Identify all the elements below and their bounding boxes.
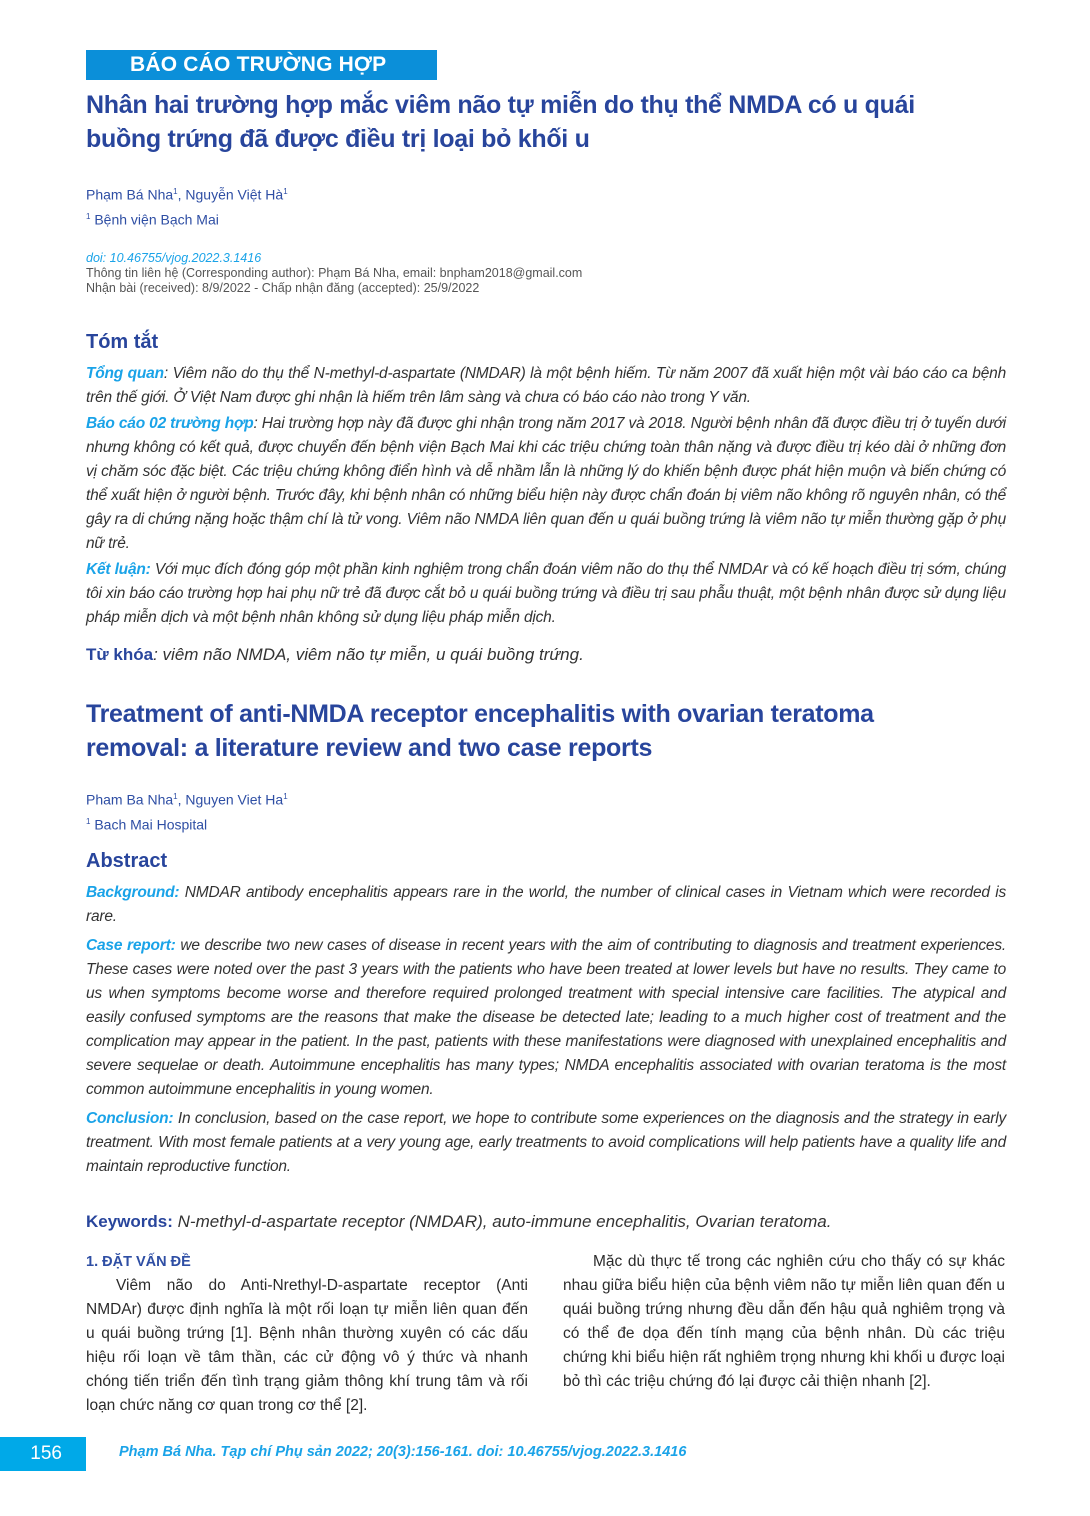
- author-name: Nguyen Viet Ha: [185, 791, 284, 808]
- abstract-label: Case report:: [86, 937, 176, 954]
- vi-title-line1: Nhân hai trường hợp mắc viêm não tự miễn do thụ thể NMDA có u quái: [86, 91, 915, 119]
- abstract-label: Background:: [86, 884, 180, 901]
- body-column-left: Viêm não do Anti-Nrethyl-D-aspartate receptor (Anti NMDAr) được định nghĩa là một rối loạn tự miễn liên quan đến u quái buồng trứng [1]. Bệnh nhân thường xuyên có các dấu hiệu rối loạn về tâm thần, các cử động vô ý thức và nhanh chóng tiến triển đến tình trạng giảm thông khí trung tâm và rối loạn chức năng cơ quan trong cơ thể [2].: [86, 1277, 528, 1414]
- author-name: Pham Ba Nha: [86, 791, 174, 808]
- doi-link[interactable]: doi: 10.46755/vjog.2022.3.1416: [86, 251, 262, 265]
- page-number: 156: [0, 1437, 86, 1471]
- contact-info: Thông tin liên hệ (Corresponding author): Phạm Bá Nha, email: bnpham2018@gmail.com: [86, 266, 583, 280]
- affiliation-sup: 1: [86, 816, 91, 826]
- en-abstract-conclusion: [86, 1107, 1006, 1179]
- author-sup: 1: [173, 792, 178, 801]
- vi-abstract-overview: [86, 362, 1006, 410]
- en-title-line1: Treatment of anti-NMDA receptor encephalitis with ovarian teratoma: [86, 700, 874, 728]
- en-abstract: [86, 881, 1006, 1179]
- abstract-text: Viêm não do thụ thể N-methyl-d-aspartate (NMDAR) là một bệnh hiếm. Từ năm 2007 đã xuất hiện một vài báo cáo ca bệnh trên thế giới. Ở Việt Nam được ghi nhận là hiếm trên lâm sàng và chưa có báo cáo nào trong Y văn.: [86, 365, 1006, 406]
- en-abstract-background: [86, 881, 1006, 929]
- section-heading: 1. ĐẶT VẤN ĐỀ: [86, 1254, 191, 1270]
- author-sup: 1: [173, 187, 178, 196]
- en-abstract-heading: Abstract: [86, 850, 168, 872]
- vi-abstract-conclusion: [86, 558, 1006, 630]
- separator: :: [253, 415, 262, 432]
- vi-title: [86, 88, 1016, 156]
- abstract-label: Tổng quan: [86, 365, 164, 382]
- body-column-right: Mặc dù thực tế trong các nghiên cứu cho thấy có sự khác nhau giữa biểu hiện của bệnh viêm não tự miễn liên quan đến u quái buồng trứng nhưng đều dẫn đến hậu quả nghiêm trọng và có thể đe dọa đến tính mạng của bệnh nhân. Dù các triệu chứng khi biểu hiện rất nghiêm trọng nhưng khi khối u được loại bỏ thì các triệu chứng đó lại được cải thiện nhanh [2].: [563, 1253, 1005, 1390]
- en-title-line2: removal: a literature review and two case reports: [86, 734, 653, 762]
- abstract-text: Với mục đích đóng góp một phần kinh nghiệm trong chẩn đoán viêm não do thụ thể NMDAr và có kế hoạch điều trị sớm, chúng tôi xin báo cáo trường hợp hai phụ nữ trẻ đã được cắt bỏ u quái buồng trứng và điều trị sau phẫu thuật, một bệnh nhân được sử dụng liệu pháp miễn dịch và một bệnh nhân không sử dụng liệu pháp miễn dịch.: [86, 561, 1006, 626]
- en-keywords: [86, 1210, 1006, 1234]
- vi-title-line2: buồng trứng đã được điều trị loại bỏ khối u: [86, 125, 590, 153]
- keywords-label: Keywords:: [86, 1212, 173, 1231]
- abstract-text: In conclusion, based on the case report, we hope to contribute some experiences on the diagnosis and the strategy in early treatment. With most female patients at a very young age, early treatments to avoid complications will help patients have a quality life and maintain reproductive function.: [86, 1110, 1006, 1175]
- vi-abstract: [86, 362, 1006, 630]
- en-title: [86, 697, 1016, 765]
- vi-abstract-heading: Tóm tắt: [86, 331, 159, 353]
- abstract-label: Báo cáo 02 trường hợp: [86, 415, 254, 432]
- abstract-label: Kết luận:: [86, 561, 151, 578]
- affiliation-sup: 1: [86, 211, 91, 221]
- author-sup: 1: [283, 792, 288, 801]
- en-abstract-case-report: [86, 934, 1006, 1102]
- abstract-text: Hai trường hợp này đã được ghi nhận trong năm 2017 và 2018. Người bệnh nhân đã được điều trị ở tuyến dưới nhưng không có kết quả, được chuyển đến bệnh viện Bạch Mai khi các triệu chứng toàn thân nặng và được điều trị kéo dài ở những đơn vị chăm sóc đặc biệt. Các triệu chứng không điển hình và dễ nhầm lẫn là những lý do khiến bệnh được phát hiện muộn và biến chứng có thể xuất hiện ở người bệnh. Trước đây, khi bệnh nhân có những biểu hiện này được chẩn đoán bị viêm não không rõ nguyên nhân, có thể gây ra di chứng nặng hoặc thậm chí là tử vong. Viêm não NMDA liên quan đến u quái buồng trứng là viêm não tự miễn thường gặp ở phụ nữ trẻ.: [86, 415, 1006, 552]
- keywords-text: N-methyl-d-aspartate receptor (NMDAR), auto-immune encephalitis, Ovarian teratoma.: [172, 1212, 832, 1231]
- author-name: Phạm Bá Nha: [86, 186, 174, 203]
- section-banner: BÁO CÁO TRƯỜNG HỢP: [86, 50, 437, 80]
- keywords-text: : viêm não NMDA, viêm não tự miễn, u quái buồng trứng.: [153, 645, 584, 664]
- footer-citation: Phạm Bá Nha. Tạp chí Phụ sản 2022; 20(3):156-161. doi: 10.46755/vjog.2022.3.1416: [119, 1444, 687, 1460]
- author-name: Nguyễn Việt Hà: [185, 186, 284, 203]
- vi-keywords: [86, 643, 1006, 667]
- vi-authors: Phạm Bá Nha$^1$, Nguyễn Việt $Hà^1$ $^1$ Bệnh viện Bạch Mai: [86, 186, 288, 228]
- keywords-label: Từ khóa: [86, 645, 154, 664]
- vi-abstract-cases: [86, 412, 1006, 556]
- received-dates: Nhận bài (received): 8/9/2022 - Chấp nhận đăng (accepted): 25/9/2022: [86, 281, 480, 295]
- abstract-label: Conclusion:: [86, 1110, 174, 1127]
- en-authors: Pham Ba Nha$^1$, Nguyen Viet Ha$^1$ $^1$ Bach Mai Hospital: [86, 791, 288, 833]
- abstract-text: NMDAR antibody encephalitis appears rare in the world, the number of clinical cases in Vietnam which were recorded is rare.: [86, 884, 1006, 925]
- vi-affiliation: Bệnh viện Bạch Mai: [94, 211, 219, 228]
- article-meta: [86, 251, 582, 296]
- abstract-text: we describe two new cases of disease in recent years with the aim of contributing to diagnosis and treatment experiences. These cases were noted over the past 3 years with the patients who have been treated at lower levels but have no results. They came to us when symptoms become worse and therefore required prolonged treatment with special intensive care facilities. The atypical and easily confused symptoms are the reasons that make the disease be detected late; leading to a much higher cost of treatment and the complication may appear in the patient. In the past, patients with these manifestations were diagnosed with unexplained encephalitis and severe sequelae or death. Autoimmune encephalitis has many types; NMDA encephalitis associated with ovarian teratoma is the most common autoimmune encephalitis in young women.: [86, 937, 1007, 1098]
- separator: :: [163, 365, 173, 382]
- en-affiliation: Bach Mai Hospital: [94, 816, 208, 833]
- author-sup: 1: [283, 187, 288, 196]
